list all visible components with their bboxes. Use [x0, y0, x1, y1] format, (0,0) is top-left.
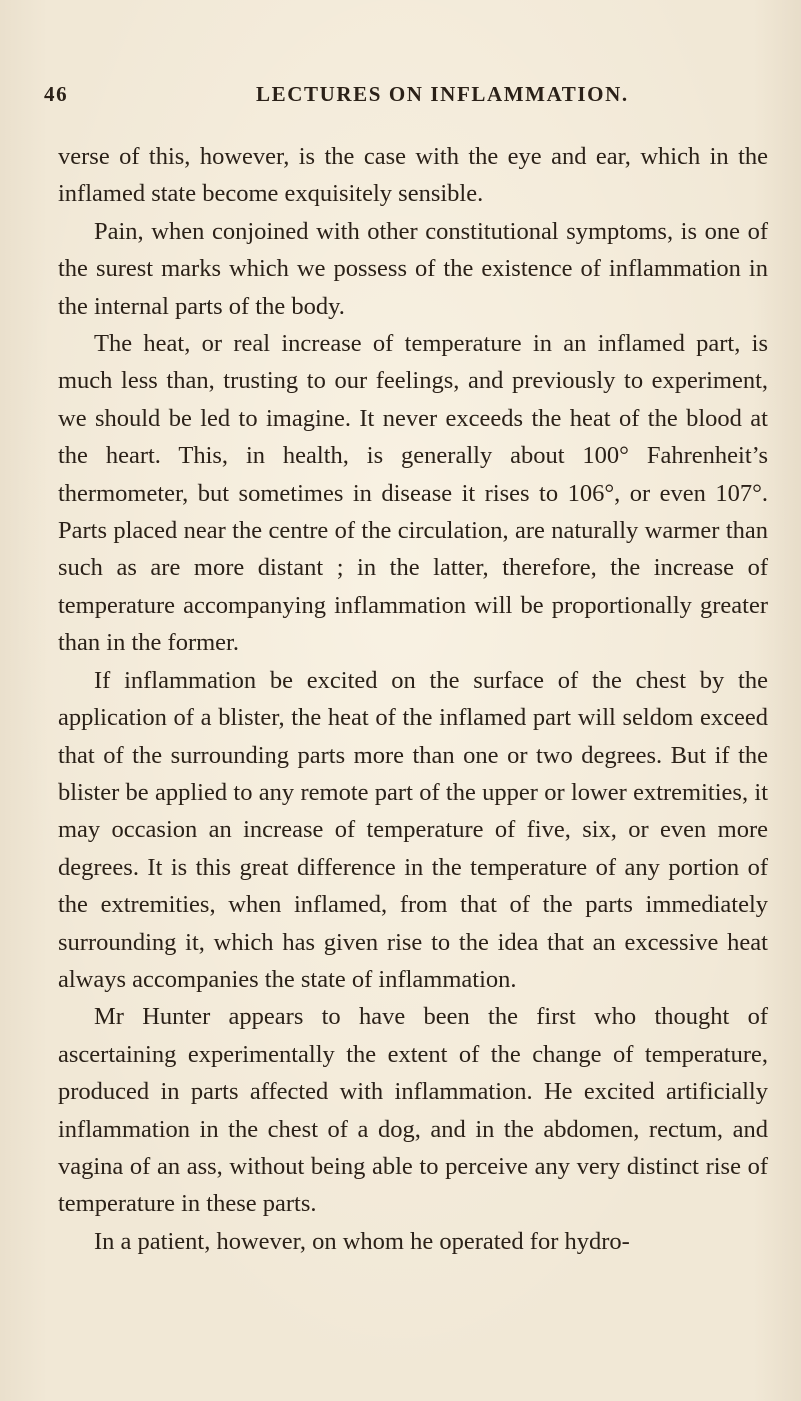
paragraph-patient: In a patient, however, on whom he operated for hydro- — [94, 1227, 630, 1255]
page-number: 46 — [44, 82, 69, 106]
paragraph-hunter: Mr Hunter appears to have been the first who thought of ascertaining experimentally the extent of the change of temperature, produced in parts affected with inflammation. He excited artificially inflammation in the chest of a dog, and in the abdomen, rectum, and vagina of an ass, without being able to perceive any very distinct rise of temperature in these parts. — [58, 1003, 768, 1218]
paragraph-blister: If inflammation be excited on the surface of the chest by the application of a blister, the heat of the inflamed part will seldom exceed that of the surrounding parts more than one or two degrees. But if the blister be applied to any remote part of the upper or lower extremities, it may occasion an increase of temperature of five, six, or even more degrees. It is this great difference in the temperature of any portion of the extremities, when inflamed, from that of the parts immediately surrounding it, which has given rise to the idea that an excessive heat always accompanies the state of inflammation. — [58, 666, 768, 993]
paragraph-continued: verse of this, however, is the case with the eye and ear, which in the inflamed state become exquisitely sensible. — [58, 143, 768, 208]
body-text — [58, 138, 768, 1260]
paragraph-heat: The heat, or real increase of temperature in an inflamed part, is much less than, trusting to our feelings, and previously to experiment, we should be led to imagine. It never exceeds the heat of the blood at the heart. This, in health, is generally about 100° Fahrenheit’s thermometer, but sometimes in disease it rises to 106°, or even 107°. Parts placed near the centre of the circulation, are naturally warmer than such as are more distant ; in the latter, therefore, the increase of temperature accompanying inflammation will be proportionally greater than in the former. — [58, 330, 768, 657]
paragraph-pain: Pain, when conjoined with other constitutional symptoms, is one of the surest marks which we possess of the existence of inflammation in the internal parts of the body. — [58, 217, 768, 320]
running-head-title: LECTURES ON INFLAMMATION. — [256, 82, 629, 106]
running-head — [36, 82, 761, 112]
